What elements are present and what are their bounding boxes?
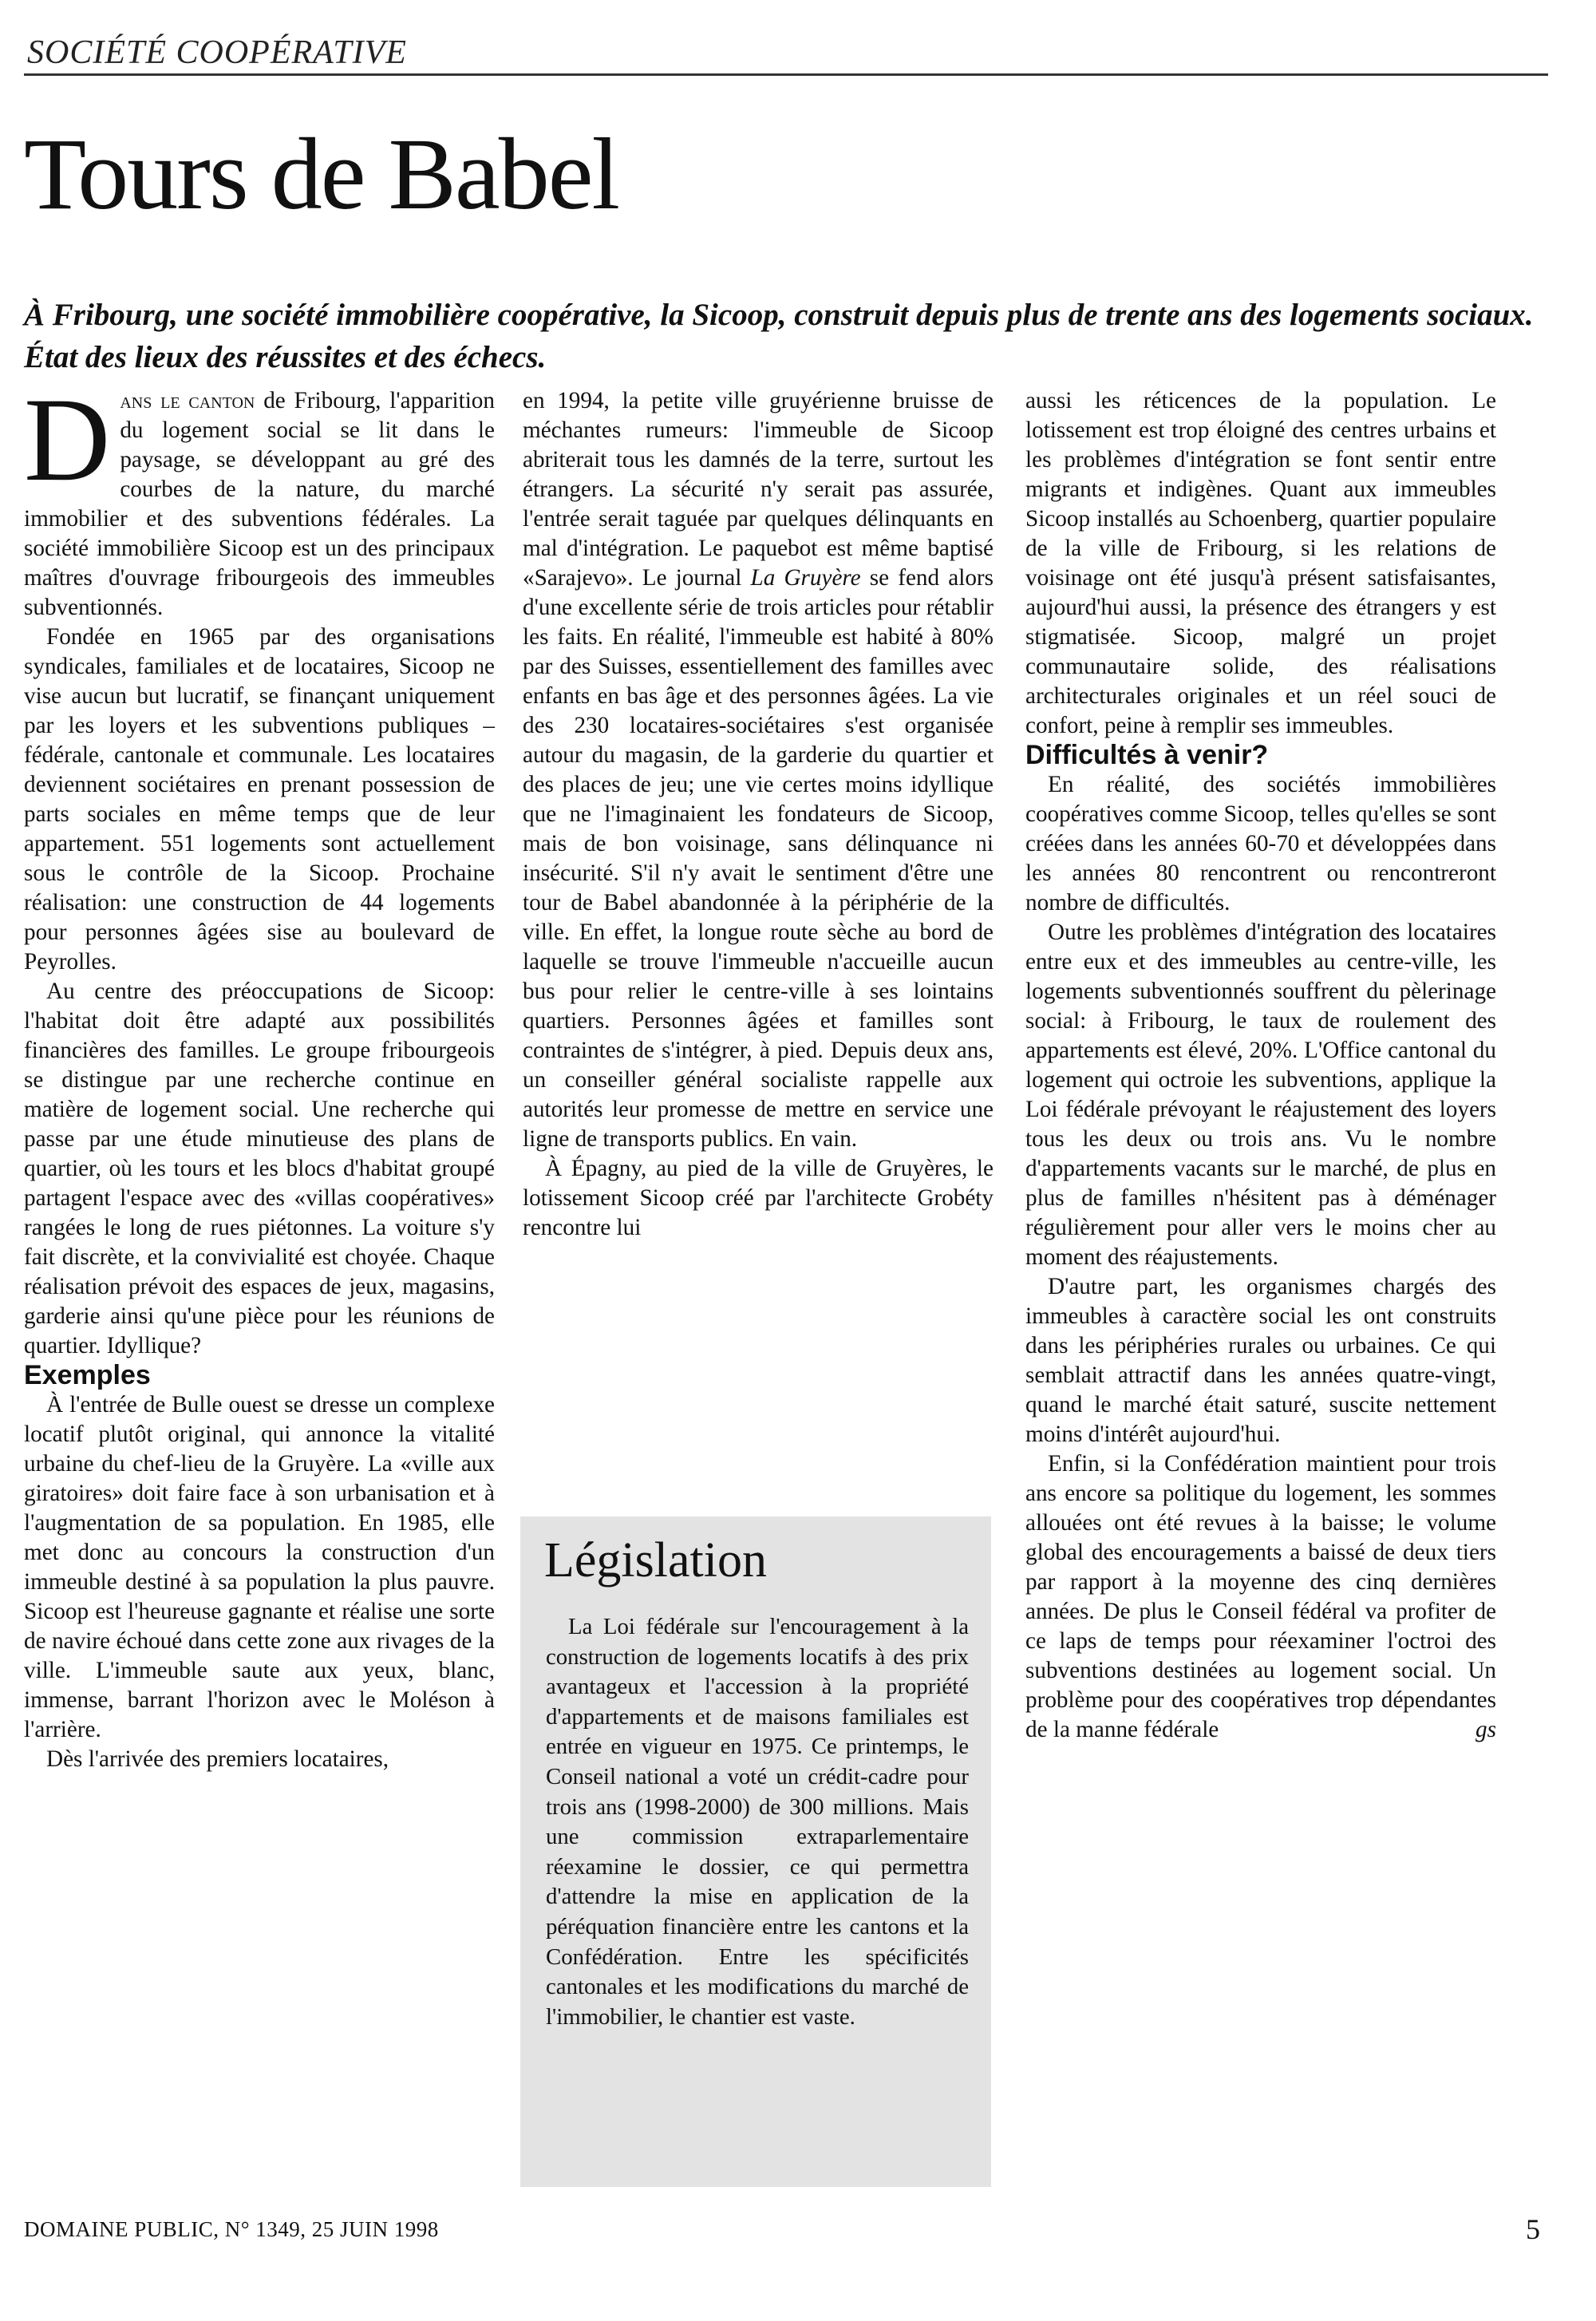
paragraph-text: en 1994, la petite ville gruyérienne bruisse de méchantes rumeurs: l'immeuble de Sicoop abriterait tous les damnés de la terre, surtout les étrangers. La sécurité n'y serait pas assurée, l'entrée serait taguée par quelques délinquants en mal d'intégration. Le paquebot est même baptisé «Sarajevo». Le journal [523,388,994,591]
paragraph: Au centre des préoccupations de Sicoop: l'habitat doit être adapté aux possibilités financières des familles. Le groupe fribourgeois se distingue par une recherche continue en matière de logement social. Une recherche qui passe par une étude minutieuse des plans de quartier, où les tours et les blocs d'habitat groupé partagent l'espace avec des «villas coopératives» rangées le long de rues piétonnes. La voiture s'y fait discrète, et la convivialité est choyée. Chaque réalisation prévoit des espaces de jeux, magasins, garderie ainsi qu'une pièce pour les réunions de quartier. Idyllique? [24,979,495,1358]
drop-cap: D [24,374,111,506]
paragraph: D'autre part, les organismes chargés des immeubles à caractère social les ont construits dans les périphéries rurales ou urbaines. Ce qui semblait attractif dans les années quatre-vingt, quand le marché était saturé, suscite nettement moins d'intérêt aujourd'hui. [1025,1274,1496,1447]
paragraph: aussi les réticences de la population. Le lotissement est trop éloigné des centres urbains et les problèmes d'intégration se font sentir entre migrants et indigènes. Quant aux immeubles Sicoop installés au Schoenberg, quartier populaire de la ville de Fribourg, si les relations de voisinage ont été jusqu'à présent satisfaisantes, aujourd'hui aussi, la présence des étrangers y est stigmatisée. Sicoop, malgré un projet communautaire solide, des réalisations architecturales originales et un réel souci de confort, peine à remplir ses immeubles. [1025,388,1496,738]
sidebar-body [546,1612,969,2032]
paragraph-text: Enfin, si la Confédération maintient pour trois ans encore sa politique du logement, les sommes allouées ont été revues à la baisse; le volume global des encouragements a baissé de deux tiers par rapport à la moyenne des cinq dernières années. De plus le Conseil fédéral va profiter de ce laps de temps pour réexaminer l'octroi des subventions destinées au logement social. Un problème pour des coopératives trop dépendantes de la manne fédérale [1025,1451,1496,1742]
paragraph: Fondée en 1965 par des organisations syndicales, familiales et de locataires, Sicoop ne vise aucun but lucratif, se finançant uniquement par les loyers et les subventions publiques – fédérale, cantonale et communale. Les locataires deviennent sociétaires en prenant possession de parts sociales en même temps que de leur appartement. 551 logements sont actuellement sous le contrôle de la Sicoop. Prochaine réalisation: une construction de 44 logements pour personnes âgées sise au boulevard de Peyrolles. [24,624,495,975]
paragraph [523,386,994,1154]
column-1 [24,374,495,1774]
sidebar-title: Législation [544,1533,767,1588]
column-2 [523,386,994,1243]
paragraph-text: se fend alors d'une excellente série de trois articles pour rétablir les faits. En réalité, l'immeuble est habité à 80% par des Suisses, essentiellement des familles avec enfants en bas âge et des personnes âgées. La vie des 230 locataires-sociétaires s'est organisée autour du magasin, de la garderie du quartier et des places de jeu; une vie certes moins idyllique que ne l'imaginaient les fondateurs de Sicoop, mais de bon voisinage, sans délinquance ni insécurité. S'il n'y avait le sentiment d'être une tour de Babel abandonnée à la périphérie de la ville. En effet, la longue route sèche au bord de laquelle se trouve l'immeuble n'accueille aucun bus pour relier le centre-ville à ses lointains quartiers. Personnes âgées et familles sont contraintes de s'intégrer, à pied. Depuis deux ans, un conseiller général socialiste rappelle aux autorités leur promesse de mettre en service une ligne de transports publics. En vain. [523,565,994,1152]
sidebar-box-legislation [520,1516,991,2187]
article-title: Tours de Babel [24,117,619,231]
column-3 [1025,386,1496,1745]
section-kicker: SOCIÉTÉ COOPÉRATIVE [27,34,407,71]
paragraph: À Épagny, au pied de la ville de Gruyères, le lotissement Sicoop créé par l'architecte Grobéty rencontre lui [523,1156,994,1240]
paragraph [1025,1449,1496,1745]
article-lead [24,294,1556,378]
lead-text: À Fribourg, une société immobilière coopérative, la Sicoop, construit depuis plus de trente ans des logements sociaux. État des lieux des réussites et des échecs. [24,298,1534,374]
header-rule [24,73,1548,76]
subheading-exemples: Exemples [24,1360,151,1390]
paragraph: En réalité, des sociétés immobilières coopératives comme Sicoop, telles qu'elles se sont créées dans les années 60-70 et développées dans les années 80 rencontrent ou rencontreront nombre de difficultés. [1025,772,1496,915]
paragraph: À l'entrée de Bulle ouest se dresse un complexe locatif plutôt original, qui annonce la vitalité urbaine du chef-lieu de la Gruyère. La «ville aux giratoires» doit faire face à son urbanisation et à l'augmentation de sa population. En 1985, elle met donc au concours la construction d'un immeuble destiné à sa population la plus pauvre. Sicoop est l'heureuse gagnante et réalise une sorte de navire échoué dans cette zone aux rivages de la ville. L'immeuble saute aux yeux, blanc, immense, barrant l'horizon avec le Moléson à l'arrière. [24,1392,495,1742]
newspaper-name: La Gruyère [750,565,861,591]
author-signature: gs [1476,1717,1496,1742]
paragraph-text: de Fribourg, l'apparition du logement social se lit dans le paysage, se développant au gré des courbes de la nature, du marché immobilier et des subventions fédérales. La société immobilière Sicoop est un des principaux maîtres d'ouvrage fribourgeois des immeubles subventionnés. [24,388,495,620]
paragraph [24,374,495,623]
smallcaps-opening: ans le canton [120,388,255,413]
page-number: 5 [1526,2213,1540,2245]
publication-info: DOMAINE PUBLIC, N° 1349, 25 JUIN 1998 [24,2217,439,2241]
subheading-difficultes: Difficultés à venir? [1025,740,1269,770]
paragraph: Outre les problèmes d'intégration des locataires entre eux et des immeubles au centre-ville, les logements subventionnés souffrent du pèlerinage social: à Fribourg, le taux de roulement des appartements est élevé, 20%. L'Office cantonal du logement qui octroie les subventions, applique la Loi fédérale prévoyant le réajustement des loyers tous les deux ou trois ans. Vu le nombre d'appartements vacants sur le marché, de plus en plus de familles n'hésitent pas à déménager régulièrement pour aller vers le moins cher au moment des réajustements. [1025,919,1496,1270]
paragraph: Dès l'arrivée des premiers locataires, [46,1746,389,1772]
sidebar-text: La Loi fédérale sur l'encouragement à la construction de logements locatifs à des prix avantageux et l'accession à la propriété d'appartements et de maisons familiales est entrée en vigueur en 1975. Ce printemps, le Conseil national a voté un crédit-cadre pour trois ans (1998-2000) de 300 millions. Mais une commission extraparlementaire réexamine le dossier, ce qui permettra d'attendre la mise en application de la péréquation financière entre les cantons et la Confédération. Entre les spécificités cantonales et les modifications du marché de l'immobilier, le chantier est vaste. [546,1614,969,2030]
